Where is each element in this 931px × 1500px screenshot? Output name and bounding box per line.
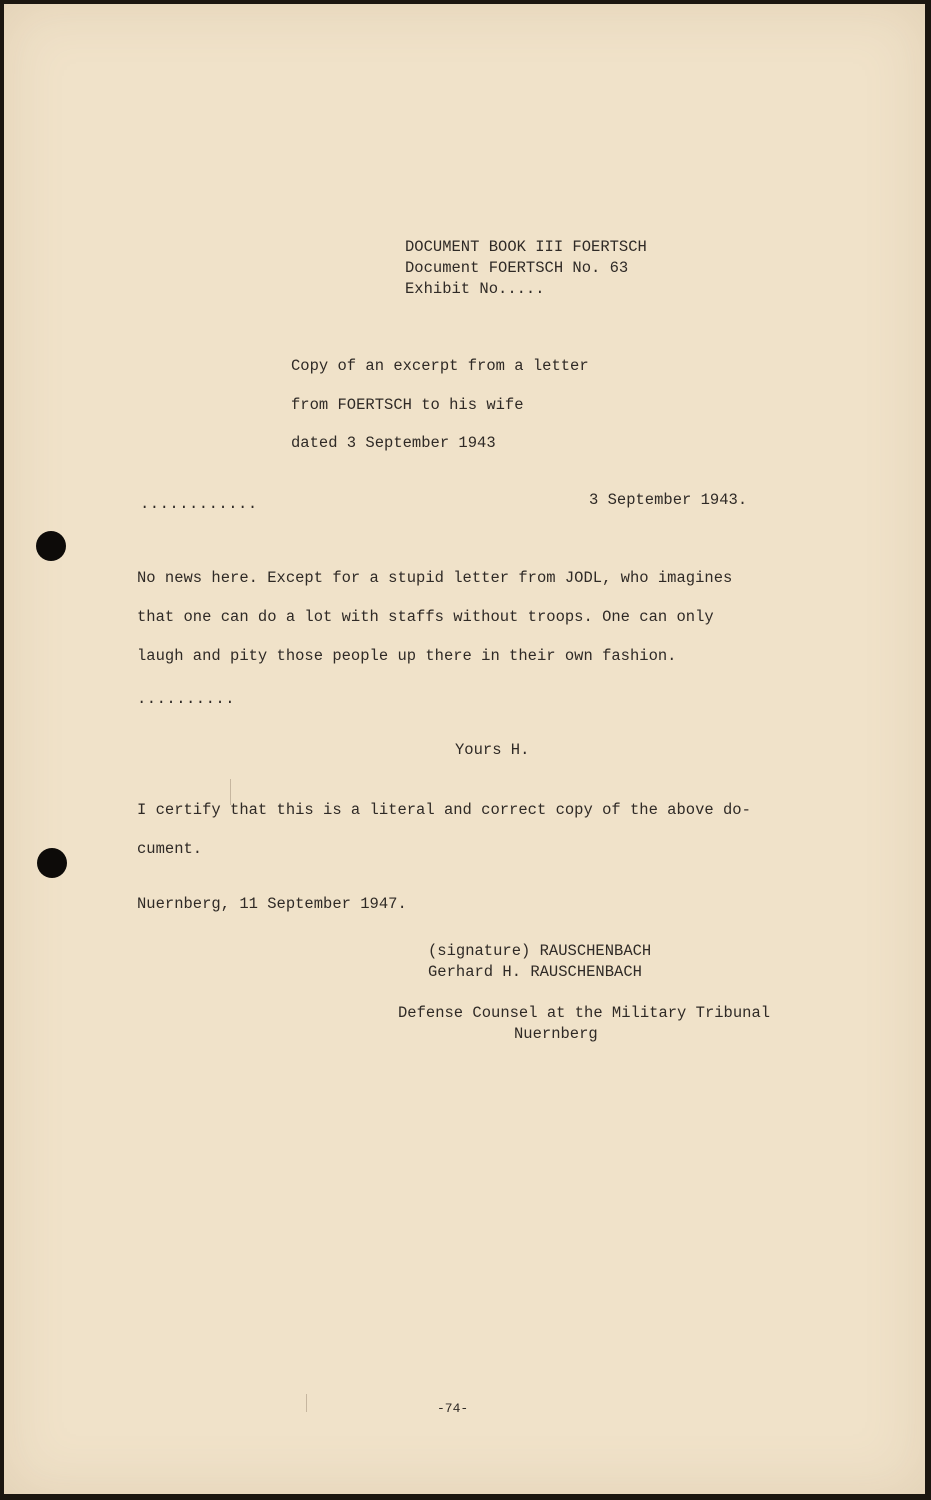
intro-line-2: from FOERTSCH to his wife [291, 396, 524, 414]
signatory-title-line-1: Defense Counsel at the Military Tribunal [398, 1004, 771, 1022]
letter-body-line-3: laugh and pity those people up there in their own fashion. [137, 647, 677, 665]
opening-ellipsis: ............ [140, 495, 258, 513]
letter-body-line-2: that one can do a lot with staffs without troops. One can only [137, 608, 714, 626]
certification-line-1: I certify that this is a literal and correct copy of the above do- [137, 801, 751, 819]
letter-body-line-1: No news here. Except for a stupid letter from JODL, who imagines [137, 569, 733, 587]
page-number: -74- [437, 1401, 469, 1416]
letter-closing: Yours H. [455, 741, 530, 759]
closing-ellipsis: .......... [137, 690, 236, 708]
exhibit-number: Exhibit No..... [405, 280, 545, 298]
intro-line-1: Copy of an excerpt from a letter [291, 357, 589, 375]
signature-line: (signature) RAUSCHENBACH [428, 942, 652, 960]
intro-line-3: dated 3 September 1943 [291, 434, 496, 452]
punch-hole-lower [37, 848, 67, 878]
paper-mark [306, 1394, 307, 1412]
document-book-title: DOCUMENT BOOK III FOERTSCH [405, 238, 647, 256]
certification-line-2: cument. [137, 840, 203, 858]
signatory-name: Gerhard H. RAUSCHENBACH [428, 963, 642, 981]
letter-date: 3 September 1943. [589, 491, 748, 509]
document-page [4, 4, 925, 1494]
punch-hole-upper [36, 531, 66, 561]
signatory-title-line-2: Nuernberg [514, 1025, 598, 1043]
place-and-date: Nuernberg, 11 September 1947. [137, 895, 407, 913]
document-number: Document FOERTSCH No. 63 [405, 259, 629, 277]
